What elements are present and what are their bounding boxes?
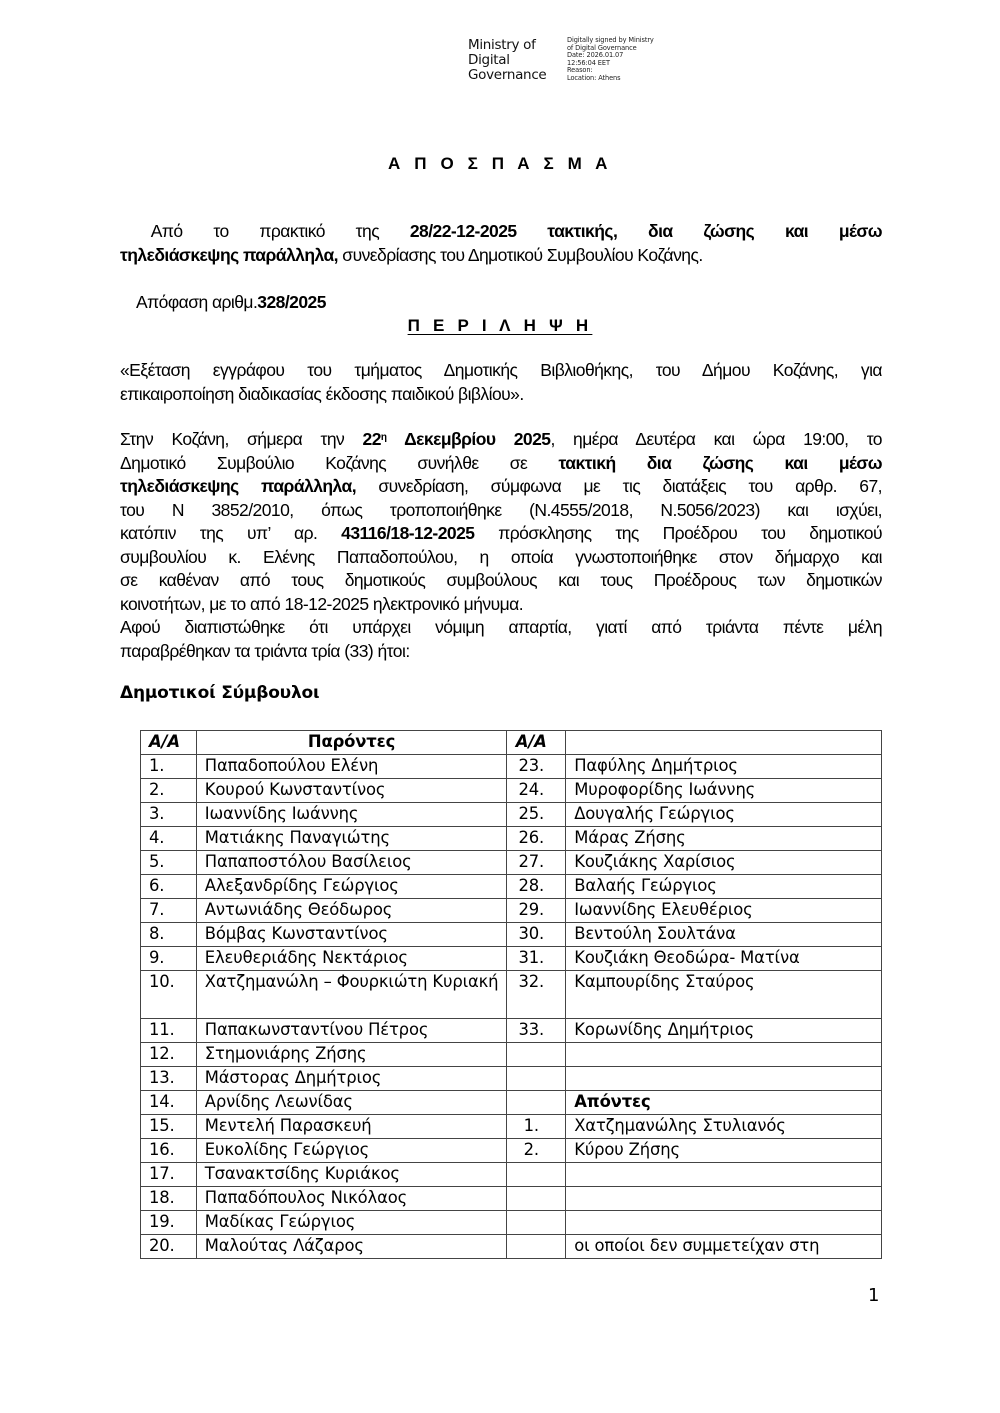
decision-number xyxy=(136,292,326,313)
table-row xyxy=(141,1091,882,1115)
cell-member-name: Παφύλης Δημήτριος xyxy=(566,755,882,779)
meeting-line-7: σε καθέναν από τους δημοτικούς συμβούλους και τους Προέδρους των δημοτικών xyxy=(120,570,882,590)
cell-number: 31. xyxy=(507,947,566,971)
cell-member-name: Βόμβας Κωνσταντίνος xyxy=(196,923,507,947)
cell-number: 20. xyxy=(141,1235,197,1259)
cell-member-name xyxy=(566,1187,882,1211)
intro-text: συνεδρίασης του Δημοτικού Συμβουλίου Κοζάνης. xyxy=(338,244,703,265)
cell-member-name: Κορωνίδης Δημήτριος xyxy=(566,1019,882,1043)
invitation-reference: 43116/18-12-2025 xyxy=(341,523,475,543)
signature-info-line: of Digital Governance xyxy=(567,43,637,52)
cell-number xyxy=(507,1043,566,1067)
cell-member-name: Κουζιάκη Θεοδώρα- Ματίνα xyxy=(566,947,882,971)
cell-member-name xyxy=(566,1163,882,1187)
cell-member-name: Ελευθεριάδης Νεκτάριος xyxy=(196,947,507,971)
cell-member-name: Ιωαννίδης Ιωάννης xyxy=(196,803,507,827)
column-header-present: Παρόντες xyxy=(196,731,507,755)
cell-number: 2. xyxy=(507,1139,566,1163)
summary-heading-text: Π Ε Ρ Ι Λ Η Ψ Η xyxy=(407,316,593,335)
page-number: 1 xyxy=(868,1285,880,1306)
meeting-line-3 xyxy=(120,475,882,499)
cell-number xyxy=(507,1211,566,1235)
signature-org-line: Ministry of xyxy=(468,37,536,53)
cell-member-name: Κουρού Κωνσταντίνος xyxy=(196,779,507,803)
cell-number xyxy=(507,1163,566,1187)
cell-member-name xyxy=(566,1211,882,1235)
cell-number: 33. xyxy=(507,1019,566,1043)
meeting-text: πρόσκλησης της Προέδρου του δημοτικού xyxy=(474,523,883,543)
table-row xyxy=(141,1211,882,1235)
signature-org-line: Digital xyxy=(468,52,510,68)
cell-member-name: Μεντελή Παρασκευή xyxy=(196,1115,507,1139)
cell-member-name: Μάρας Ζήσης xyxy=(566,827,882,851)
table-row xyxy=(141,1139,882,1163)
column-header-number: Α/Α xyxy=(507,731,566,755)
cell-member-name: Χατζημανώλης Στυλιανός xyxy=(566,1115,882,1139)
cell-member-name: Κύρου Ζήσης xyxy=(566,1139,882,1163)
meeting-line-9: Αφού διαπιστώθηκε ότι υπάρχει νόμιμη απαρτία, γιατί από τριάντα πέντε μέλη xyxy=(120,617,882,637)
decision-label: Απόφαση αριθμ. xyxy=(136,292,258,312)
table-row xyxy=(141,1235,882,1259)
table-row xyxy=(141,827,882,851)
meeting-paragraph xyxy=(120,428,882,663)
intro-line-1 xyxy=(120,220,882,244)
table-row xyxy=(141,851,882,875)
cell-number: 14. xyxy=(141,1091,197,1115)
cell-number: 29. xyxy=(507,899,566,923)
summary-heading xyxy=(0,316,1000,336)
table-row xyxy=(141,779,882,803)
cell-number: 9. xyxy=(141,947,197,971)
meeting-line-1 xyxy=(120,428,882,452)
cell-member-name: Καμπουρίδης Σταύρος xyxy=(566,971,882,1019)
cell-number: 26. xyxy=(507,827,566,851)
intro-paragraph xyxy=(120,220,882,267)
cell-number: 17. xyxy=(141,1163,197,1187)
cell-member-name: Ευκολίδης Γεώργιος xyxy=(196,1139,507,1163)
attendance-table xyxy=(140,730,882,1259)
cell-number: 1. xyxy=(507,1115,566,1139)
meeting-text: Δημοτικό Συμβούλιο Κοζάνης συνήλθε σε xyxy=(120,452,559,473)
column-header-number: Α/Α xyxy=(141,731,197,755)
cell-number: 25. xyxy=(507,803,566,827)
cell-member-name: Παπαδόπουλος Νικόλαος xyxy=(196,1187,507,1211)
intro-text: Από το πρακτικό της xyxy=(150,221,410,241)
meeting-mode: τακτική δια ζώσης και μέσω xyxy=(558,452,882,473)
summary-paragraph xyxy=(120,359,882,406)
table-row xyxy=(141,875,882,899)
cell-member-name: Μαλούτας Λάζαρος xyxy=(196,1235,507,1259)
meeting-month: Δεκεμβρίου 2025 xyxy=(386,429,551,449)
cell-number xyxy=(507,1235,566,1259)
cell-number: 11. xyxy=(141,1019,197,1043)
table-row xyxy=(141,1115,882,1139)
cell-member-name xyxy=(566,1043,882,1067)
cell-number: 32. xyxy=(507,971,566,1019)
session-mode: τηλεδιάσκεψης παράλληλα, xyxy=(120,244,338,265)
cell-member-name: Κουζιάκης Χαρίσιος xyxy=(566,851,882,875)
cell-member-name: Ιωαννίδης Ελευθέριος xyxy=(566,899,882,923)
cell-member-name: οι οποίοι δεν συμμετείχαν στη xyxy=(566,1235,882,1259)
cell-number: 19. xyxy=(141,1211,197,1235)
signature-org-line: Governance xyxy=(468,67,547,83)
cell-number: 3. xyxy=(141,803,197,827)
cell-number: 7. xyxy=(141,899,197,923)
cell-number: 1. xyxy=(141,755,197,779)
meeting-mode: τηλεδιάσκεψης παράλληλα, xyxy=(120,476,357,496)
cell-number: 27. xyxy=(507,851,566,875)
cell-number: 12. xyxy=(141,1043,197,1067)
meeting-line-5 xyxy=(120,522,882,546)
cell-member-name: Βαλαής Γεώργιος xyxy=(566,875,882,899)
ordinal-suffix: η xyxy=(380,432,387,443)
meeting-line-6: συμβουλίου κ. Ελένης Παπαδοπούλου, η οποία γνωστοποιήθηκε στον δήμαρχο και xyxy=(120,546,882,567)
table-row xyxy=(141,971,882,1019)
intro-line-2 xyxy=(120,244,882,268)
table-row xyxy=(141,947,882,971)
signature-info-line: Reason: xyxy=(567,66,593,75)
cell-number: 2. xyxy=(141,779,197,803)
table-row xyxy=(141,1043,882,1067)
absent-heading: Απόντες xyxy=(566,1091,882,1115)
summary-line-2: επικαιροποίηση διαδικασίας έκδοσης παιδικού βιβλίου». xyxy=(120,383,524,404)
signature-info-line: Digitally signed by Ministry xyxy=(567,36,654,44)
cell-number: 28. xyxy=(507,875,566,899)
signature-details xyxy=(567,37,654,83)
signature-info-line: 12:56:04 EET xyxy=(567,58,610,67)
meeting-line-2 xyxy=(120,452,882,476)
signature-info-line: Date: 2026.01.07 xyxy=(567,51,624,60)
meeting-text: συνεδρίαση, σύμφωνα με τις διατάξεις του αρθρ. 67, xyxy=(356,476,882,496)
table-row xyxy=(141,923,882,947)
meeting-day-number: 22 xyxy=(362,429,381,449)
cell-member-name: Αρνίδης Λεωνίδας xyxy=(196,1091,507,1115)
cell-number: 10. xyxy=(141,971,197,1019)
table-header-row xyxy=(141,731,882,755)
section-heading-councillors: Δημοτικοί Σύμβουλοι xyxy=(120,683,320,703)
cell-number: 6. xyxy=(141,875,197,899)
table-row xyxy=(141,1187,882,1211)
table-row xyxy=(141,1163,882,1187)
cell-number xyxy=(507,1067,566,1091)
cell-number: 8. xyxy=(141,923,197,947)
cell-member-name: Μάστορας Δημήτριος xyxy=(196,1067,507,1091)
cell-number: 18. xyxy=(141,1187,197,1211)
cell-number: 16. xyxy=(141,1139,197,1163)
cell-member-name: Ματιάκης Παναγιώτης xyxy=(196,827,507,851)
cell-member-name: Βεντούλη Σουλτάνα xyxy=(566,923,882,947)
cell-member-name: Στημονιάρης Ζήσης xyxy=(196,1043,507,1067)
cell-number: 15. xyxy=(141,1115,197,1139)
meeting-text: κατόπιν της υπ’ αρ. xyxy=(120,523,342,543)
signature-info-line: Location: Athens xyxy=(567,73,621,82)
table-row xyxy=(141,899,882,923)
cell-number xyxy=(507,1091,566,1115)
cell-number: 13. xyxy=(141,1067,197,1091)
summary-line-1: «Εξέταση εγγράφου του τμήματος Δημοτικής Βιβλιοθήκης, του Δήμου Κοζάνης, για xyxy=(120,360,882,380)
cell-number: 4. xyxy=(141,827,197,851)
cell-member-name: Αντωνιάδης Θεόδωρος xyxy=(196,899,507,923)
table-row xyxy=(141,803,882,827)
cell-number: 5. xyxy=(141,851,197,875)
table-row xyxy=(141,1067,882,1091)
cell-member-name: Παπαποστόλου Βασίλειος xyxy=(196,851,507,875)
cell-member-name: Δουγαλής Γεώργιος xyxy=(566,803,882,827)
column-header-blank xyxy=(566,731,882,755)
cell-member-name: Τσανακτσίδης Κυριάκος xyxy=(196,1163,507,1187)
meeting-line-8: κοινοτήτων, με το από 18-12-2025 ηλεκτρονικό μήνυμα. xyxy=(120,593,524,614)
cell-member-name: Παπακωνσταντίνου Πέτρος xyxy=(196,1019,507,1043)
meeting-text: , ημέρα Δευτέρα και ώρα 19:00, το xyxy=(550,429,882,449)
cell-member-name: Χατζημανώλη – Φουρκιώτη Κυριακή xyxy=(196,971,507,1019)
cell-number: 30. xyxy=(507,923,566,947)
signature-organization xyxy=(468,38,546,83)
meeting-day xyxy=(363,429,551,449)
cell-member-name xyxy=(566,1067,882,1091)
cell-member-name: Αλεξανδρίδης Γεώργιος xyxy=(196,875,507,899)
cell-member-name: Μαδίκας Γεώργιος xyxy=(196,1211,507,1235)
meeting-line-4: του Ν 3852/2010, όπως τροποποιήθηκε (Ν.4555/2018, Ν.5056/2023) και ισχύει, xyxy=(120,499,882,520)
session-reference: 28/22-12-2025 τακτικής, δια ζώσης και μέσω xyxy=(409,221,883,241)
cell-number: 24. xyxy=(507,779,566,803)
cell-member-name: Μυροφορίδης Ιωάννης xyxy=(566,779,882,803)
table-row xyxy=(141,755,882,779)
cell-number: 23. xyxy=(507,755,566,779)
cell-number xyxy=(507,1187,566,1211)
decision-value: 328/2025 xyxy=(257,292,326,312)
cell-member-name: Παπαδοπούλου Ελένη xyxy=(196,755,507,779)
meeting-text: Στην Κοζάνη, σήμερα την xyxy=(120,429,363,449)
table-row xyxy=(141,1019,882,1043)
meeting-line-10: παραβρέθηκαν τα τριάντα τρία (33) ήτοι: xyxy=(120,640,410,661)
document-title: Α Π Ο Σ Π Α Σ Μ Α xyxy=(388,154,612,173)
